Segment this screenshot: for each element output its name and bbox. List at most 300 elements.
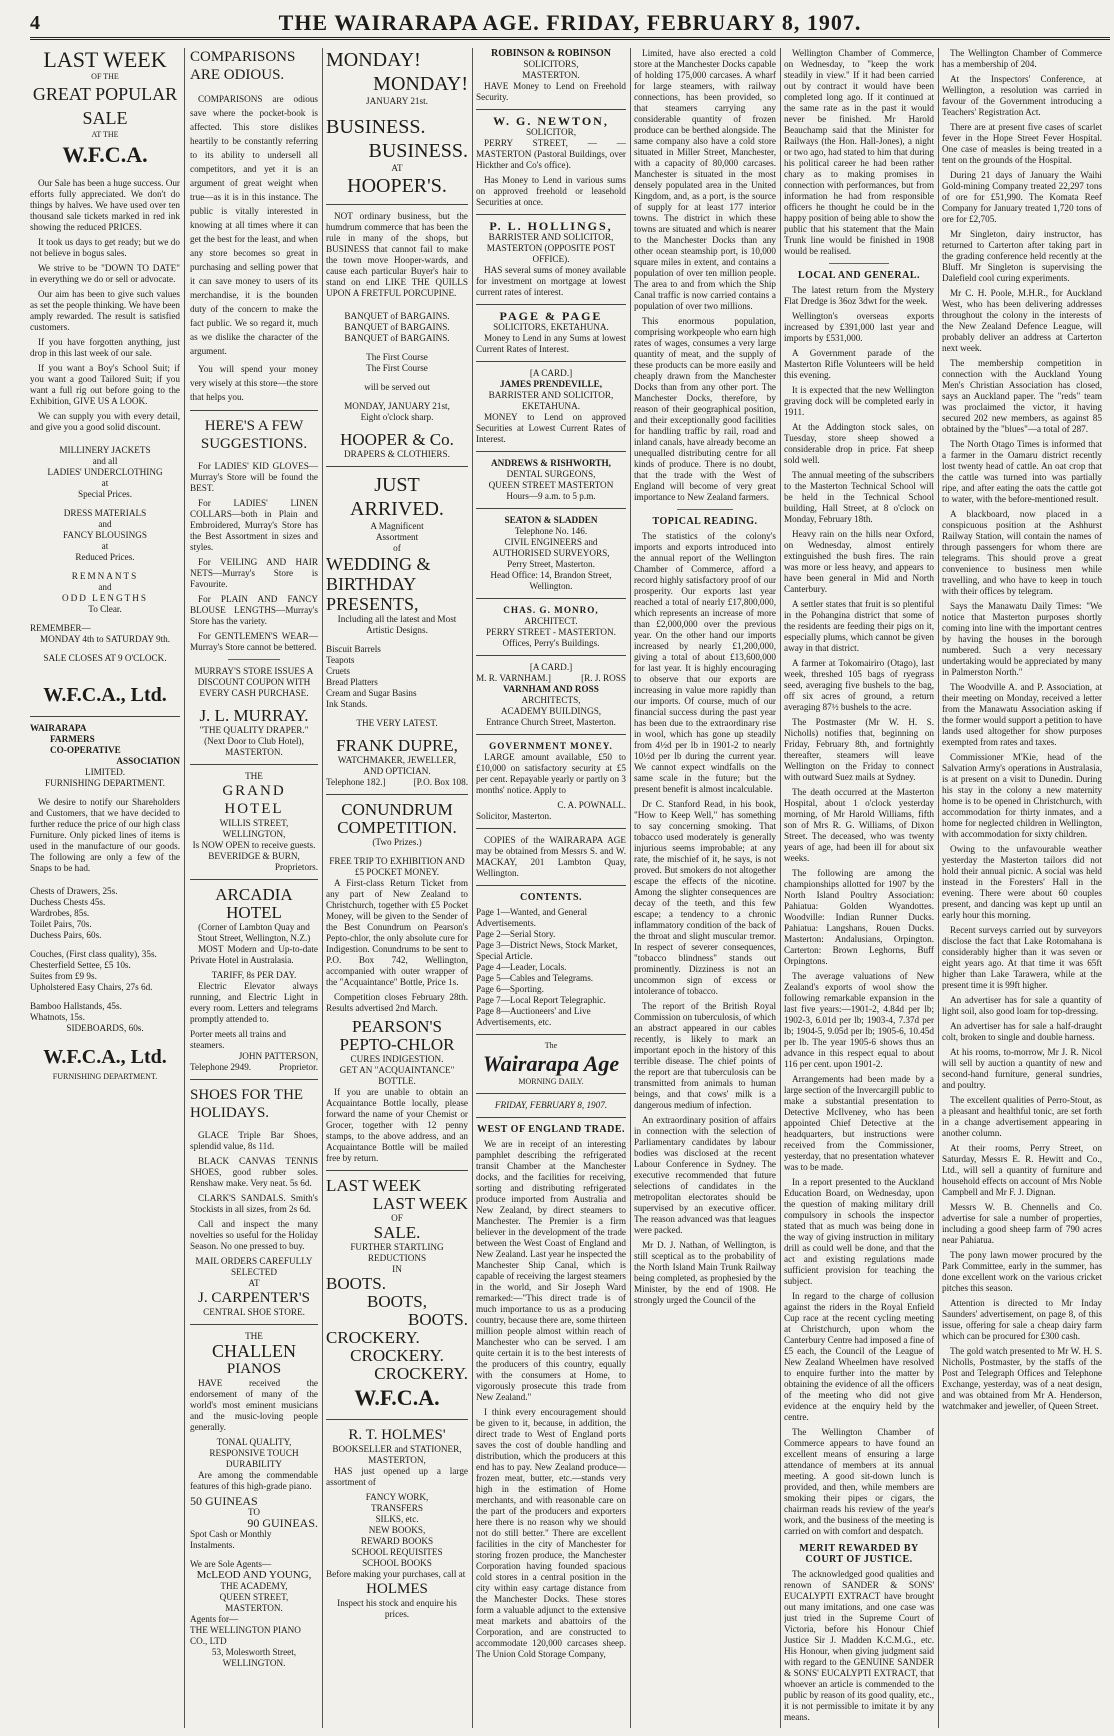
price-item: Upholstered Easy Chairs, 27s 6d. [30, 982, 153, 992]
card-heading: CHAS. G. MONRO, [503, 605, 599, 615]
ad-item: For GENTLEMEN'S WEAR—Murray's Store cannot be bettered. [190, 631, 318, 652]
card-line: SOLICITORS, EKETAHUNA. [493, 322, 609, 332]
ad-heading: LAST WEEK [372, 1194, 468, 1213]
article-paragraph: At the Addington stock sales, on Tuesday, store sheep showed a considerable drop in price. Fat sheep sold well. [784, 422, 934, 465]
ad-item: FANCY WORK, [365, 1492, 429, 1502]
contents-item: Page 3—District News, Stock Market, Special Article. [476, 940, 618, 961]
article-heading: TOPICAL READING. [652, 516, 758, 527]
ad-item: BLACK CANVAS TENNIS SHOES, good rubber soles. Renshaw make. Very neat. 5s 6d. [190, 1156, 318, 1188]
ad-brand: J. L. MURRAY. [199, 706, 309, 725]
article-paragraph: The Wellington Chamber of Commerce has a membership of 204. [942, 48, 1102, 69]
ad-line: TARIFF, 8s PER DAY. [211, 970, 297, 980]
ad-line: JANUARY 21st. [366, 96, 428, 106]
column-3 [326, 48, 468, 1728]
ad-line: Telephone 182.] [326, 777, 386, 787]
card-line: C. A. POWNALL. [557, 800, 626, 810]
ad-line: and all [92, 456, 118, 466]
ad-item: SCHOOL REQUISITES [351, 1547, 443, 1557]
ad-item: CLARK'S SANDALS. Smith's Stockists in all sizes, from 2s 6d. [190, 1193, 318, 1214]
ad-line: MILLINERY JACKETS [59, 445, 151, 455]
article-paragraph: Dr C. Stanford Read, in his book, "How to Keep Well," has something to say concerning smoking. That tobacco used moderately is generally injurious seems improbable; at any rate, the mischief of it, he says, is not proved. But smokers do not altogether escape the effects of the nicotine. Among the slighter consequences are decay of the teeth, and this few escape; a tendency to a chronic inflammatory condition of the back of the throat and slight muscular tremor. In respect of severer consequences, "tobacco blindness" stands out prominently. Dizziness is not an uncommon sign of excess or intolerance of tobacco. [634, 799, 776, 996]
ad-line: 53, Molesworth Street, [211, 1647, 297, 1657]
ad-item: Teapots [326, 655, 355, 665]
ad-paragraph: If you want a Boy's School Suit; if you want a good Tailored Suit; if you want a full rig out before going to the Exhibition, GIVE US A LOOK. [30, 363, 180, 406]
article-paragraph: The latest return from the Mystery Flat Dredge is 36oz 3dwt for the week. [784, 285, 934, 306]
ad-brand: R. T. HOLMES' [348, 1427, 446, 1443]
ad-line: of [393, 543, 401, 553]
ad-heading: SALE. [373, 1223, 421, 1242]
card-line: LARGE amount available, £50 to £10,000 on satisfactory security at £5 per cent. Repayable yearly or partly on 3 months' notice. Apply to [476, 752, 626, 795]
article-paragraph: Limited, have also erected a cold store at the Manchester Docks capable of holding 175,000 carcases. A wharf for large steamers, with railway connections, has been provided, so that steamers carrying any considerable quantity of frozen produce can be berthed alongside. The same company also have a cold store situated in Miller Street, Manchester, with a capacity of 80,000 carcases. Manchester is situated in the most densely populated area in the United Kingdom, and, as a port, is the source of supply for at least 177 interior towns. The district in which these towns are situated and which is nearer to the Manchester Docks than any other ocean steamship port, is 10,000 square miles in extent, and contains a population of over ten million people. The area to and from which the Ship Canal traffic is now carried contains a population of over two millions. [634, 48, 776, 311]
ad-line: HAS just opened up a large assortment of [326, 1466, 468, 1487]
ad-item: REWARD BOOKS [360, 1536, 434, 1546]
price-item: Wardrobes, 85s. [30, 908, 90, 918]
ad-brand: W.F.C.A. [354, 1385, 440, 1410]
ad-line: (Next Door to Club Hotel), [204, 736, 304, 746]
ad-line: BANQUET of BARGAINS. [344, 322, 450, 332]
ad-heading: CROCKERY. [326, 1328, 420, 1347]
ad-line: To Clear. [88, 604, 122, 614]
price-item: Whatnots, 15s. [30, 1012, 85, 1022]
column-rule [938, 48, 939, 1728]
card-line: Telephone No. 146. [514, 526, 588, 536]
card-heading: P. L. HOLLINGS, [489, 219, 613, 233]
column-rule [780, 48, 781, 1728]
ad-item: For LADIES' LINEN COLLARS—both in Plain and Embroidered, Murray's Store has the Best Assortment in sizes and styles. [190, 498, 318, 552]
card-heading: ANDREWS & RISHWORTH, [491, 458, 611, 468]
ad-heading: ARCADIA HOTEL [215, 885, 293, 922]
card-line: ARCHITECTS, [521, 695, 581, 705]
article-paragraph: Mr Singleton, dairy instructor, has returned to Carterton after taking part in the grading conference held recently at the Bluff. Mr Singleton is supervising the Dalefield cool curing experiments. [942, 229, 1102, 283]
column-1 [30, 48, 180, 1728]
masthead-title: THE WAIRARAPA AGE. FRIDAY, FEBRUARY 8, 1907. [278, 10, 862, 35]
ad-heading: CROCKERY. [374, 1364, 468, 1383]
column-rule [184, 48, 185, 1728]
ad-line: IN [392, 1264, 402, 1274]
ad-line: Spot Cash or Monthly Instalments. [190, 1529, 272, 1550]
ad-line: WILLIS STREET, WELLINGTON, [219, 818, 289, 839]
issue-date: FRIDAY, FEBRUARY 8, 1907. [494, 1100, 608, 1110]
article-paragraph: This enormous population, comprising workpeople who earn high rates of wages, consumes a very large quantity of meat, and the supply of these products can be more easily and cheaply drawn from the Manchester Docks than from any other port. The Manchester Docks, therefore, by reason of their geographical position, and their exceptionally good facilities for handling traffic by rail, road and inland canals, have already become an unequalled distributing centre for all kinds of produce. There is no doubt, that the trade with the West of England will become of very great importance to New Zealand farmers. [634, 316, 776, 502]
ad-line: 90 GUINEAS. [247, 1516, 318, 1530]
column-rule [322, 48, 323, 1728]
contents-item: Page 6—Sporting. [476, 984, 544, 994]
ad-line: AT [391, 163, 403, 173]
ad-paragraph: Our aim has been to give such values as set the people thinking. We have been amply rewarded. The result is satisfied customers. [30, 289, 180, 332]
article-paragraph: The excellent qualities of Perro-Stout, as a pleasant and healthful tonic, are set forth in a change advertisement appearing in another column. [942, 1095, 1102, 1138]
ad-paragraph: We desire to notify our Shareholders and Customers, that we have decided to further reduce the price of our high class Furniture. Only picked lines of items is used in the manufacture of our goods. The following are only a few of the Snaps to be had. [30, 797, 180, 873]
ad-line: Eight o'clock sharp. [360, 412, 434, 422]
article-paragraph: The average valuations of New Zealand's exports of wool show the following remarkable expansion in the last five years:—1901-2, 4.84d per lb; 1902-3, 6.01d per lb; 1903-4, 7.37d per lb; 1904-5, 9.05d per lb; 1905-6, 10.45d per lb. The year 1905-6 shows thus an advance in this respect equal to about 116 per cent. upon 1901-2. [784, 971, 934, 1069]
ad-line: CENTRAL SHOE STORE. [203, 1307, 305, 1317]
ad-line: MONDAY 4th to SATURDAY 9th. [39, 634, 171, 644]
ad-line: AT [248, 1278, 260, 1288]
card-line: MASTERTON (OPPOSITE POST OFFICE). [486, 243, 616, 264]
article-paragraph: The annual meeting of the subscribers to the Masterton Technical School will be held in the Technical School building, Hall Street, at 8 o'clock on Monday, February 18th. [784, 470, 934, 524]
ad-line: MASTERTON. [225, 747, 283, 757]
column-rule [472, 48, 473, 1728]
ad-line: QUEEN STREET, MASTERTON. [219, 1592, 289, 1613]
contents-heading: CONTENTS. [519, 892, 582, 903]
ad-line: TO [247, 1507, 261, 1517]
article-paragraph: Wellington's overseas exports increased by £391,000 last year and imports by £531,000. [784, 311, 934, 343]
ad-line: OF [391, 1213, 403, 1223]
ad-heading: COMPARISONS ARE ODIOUS. [190, 49, 296, 83]
column-7 [942, 48, 1102, 1728]
ad-item: SILKS, etc. [375, 1514, 419, 1524]
assoc-line: ASSOCIATION [116, 756, 180, 766]
ad-line: GET AN "ACQUAINTANCE" BOTTLE. [339, 1065, 455, 1086]
assoc-line: LIMITED. [84, 767, 126, 777]
ad-item: NEW BOOKS, [368, 1525, 426, 1535]
article-paragraph: During 21 days of January the Waihi Gold-mining Company treated 22,297 tons of ore for £51,990. The Komata Reef Company for January treated 1,720 tons of ore for £2,705. [942, 170, 1102, 224]
ad-line: FANCY BLOUSINGS [63, 530, 147, 540]
card-line: QUEEN STREET MASTERTON [488, 480, 614, 490]
column-5 [634, 48, 776, 1728]
article-paragraph: We are in receipt of an interesting pamphlet describing the refrigerated transit Chamber at the Manchester docks, and the facilities for receiving, sorting and distributing refrigerated produce imported from Australia and New Zealand, by direct steamers to Manchester. The Premier is a firm believer in the development of the trade between the West Coast of England and New Zealand. Last year he inspected the Manchester Ship Canal, which is capable of receiving the largest steamers in the world, and Sir Joseph Ward remarked:—"This direct trade is of much importance to us as a producing country, because there are, some thirteen million people almost within reach of Manchester who can be served. I am quite certain it is to the best interests of the producers of this country, equally with the consumers at Home, to vigorously prosecute this trade from New Zealand." [476, 1139, 626, 1402]
column-rule [630, 48, 631, 1728]
card-line: BARRISTER AND SOLICITOR, [488, 390, 614, 400]
article-paragraph: The pony lawn mower procured by the Park Committee, early in the summer, has done excellent work on the various cricket pitches this season. [942, 1250, 1102, 1293]
article-paragraph: The North Otago Times is informed that a farmer in the Oamaru district recently lost twenty head of cattle. An oat crop that the cattle was turned into was partially ripe, and after eating the oats the cattle got to water, with the before-mentioned result. [942, 439, 1102, 504]
ad-heading: PIANOS [226, 1361, 282, 1377]
card-line: MONEY to Lend on approved Securities at Lowest Current Rates of Interest. [476, 412, 626, 444]
article-paragraph: At their rooms, Perry Street, on Saturday, Messrs E. R. Hewitt and Co., Ltd., will sell a quantity of furniture and household effects on account of Mrs Noble Campbell and Mr F. J. Dignan. [942, 1143, 1102, 1197]
ad-line: LADIES' UNDERCLOTHING [47, 467, 163, 477]
article-paragraph: Recent surveys carried out by surveyors disclose the fact that Lake Rotomahana is considerably higher than it was seven or eight years ago. At that time it was 65ft higher than Lake Tarawera, while at the present time it is 99ft higher. [942, 925, 1102, 990]
masthead [30, 10, 1110, 40]
card-heading: ROBINSON & ROBINSON [490, 48, 612, 59]
card-line: [A CARD.] [529, 368, 573, 378]
ad-line: Proprietor. [278, 1062, 318, 1072]
column-2 [190, 48, 318, 1728]
ad-paragraph: If you are unable to obtain an Acquaintance Bottle locally, please forward the name of your Chemist or Grocer, together with 12 penny stamps, to the above address, and an Acquaintance Bottle will be mailed free by return. [326, 1087, 468, 1163]
ad-line: Including all the latest and Most Artistic Designs. [337, 614, 457, 635]
ad-line: Agents for— [190, 1614, 239, 1624]
ad-line: MASTERTON, [368, 1455, 426, 1465]
price-item: Toilet Pairs, 70s. [30, 919, 92, 929]
contents-item: Page 2—Serial Story. [476, 929, 556, 939]
card-line: M. R. VARNHAM.] [476, 673, 551, 683]
article-paragraph: The Woodville A. and P. Association, at their meeting on Monday, received a letter from the Manawatu Association asking if the former would support a petition to have lands used altogether for show purposes exempted from rates and taxes. [942, 682, 1102, 747]
newspaper-flag: Wairarapa Age [482, 1051, 620, 1076]
ad-line: ODD LENGTHS [61, 593, 149, 603]
ad-heading: BOOTS, [367, 1292, 427, 1311]
ad-line: AND OPTICIAN. [363, 766, 431, 776]
card-heading: JAMES PRENDEVILLE, [499, 379, 603, 389]
ad-line: Proprietors. [274, 862, 318, 872]
ad-line: FURTHER STARTLING REDUCTIONS [350, 1242, 444, 1263]
card-heading: VARNHAM AND ROSS [503, 684, 599, 694]
card-line: Head Office: 14, Brandon Street, Wellington. [490, 570, 612, 591]
price-item: Duchess Pairs, 60s. [30, 930, 102, 940]
ad-heading: CONUNDRUM [341, 800, 453, 819]
ad-paragraph: HAVE received the endorsement of many of the world's most eminent musicians and the music-loving people generally. [190, 1378, 318, 1432]
article-paragraph: The death occurred at the Masterton Hospital, about 1 o'clock yesterday morning, of Mr Harold Williams, fifth son of Mrs R. G. Williams, of Dixon Street. The deceased, who was twenty years of age, had been ill for about six weeks. [784, 787, 934, 863]
column-6 [784, 48, 934, 1728]
ad-item: Ink Stands. [326, 699, 368, 709]
ad-paragraph: Our Sale has been a huge success. Our efforts fully appreciated. We don't do things by halves. We have used over ten thousand sale tickets marked in red ink showing the reduced PRICES. [30, 178, 180, 232]
article-heading: MERIT REWARDED BY COURT OF JUSTICE. [799, 1543, 919, 1565]
article-paragraph: There are at present five cases of scarlet fever in the Hope Street Fever Hospital. One case of measles is being treated in a tent on the grounds of the Hospital. [942, 122, 1102, 165]
price-item: Duchess Chests 45s. [30, 897, 106, 907]
contents-item: Page 1—Wanted, and General Advertisements. [476, 907, 587, 928]
ad-brand: J. CARPENTER'S [198, 1290, 310, 1306]
article-paragraph: I think every encouragement should be given to it, because, in addition, the direct trade to West of England ports saves the cost of double handling and distribution, which the producers at this end has to pay. New Zealand produce—frozen meat, butter, etc.—stands very high in the estimation of Home merchants, and with reasonable care on the part of the producers and exporters here there is no reason why we should not do still better." There are excellent facilities in the city of Manchester for storing frozen produce, the Manchester Corporation having founded spacious cold stores in a central position in the city within easy cartage distance from the Manchester Docks. These stores form a valuable adjunct to the extensive meat markets and abattoirs of the Corporation, and are constructed to accommodate 120,000 carcases sheep. The Union Cold Storage Company, [476, 1407, 626, 1659]
ad-heading: LAST WEEK [326, 1176, 422, 1195]
ad-heading: BUSINESS. [368, 140, 468, 162]
card-line: SOLICITORS, [523, 59, 579, 69]
article-paragraph: An extraordinary position of affairs in connection with the selection of Parliamentary candidates by labour bodies was disclosed at the recent Labour Conference in Sydney. The executive recommended that future selections of candidates in the metropolitan electorates should be supervised by an executive officer. The reason advanced was that leagues were packed. [634, 1115, 776, 1235]
ad-heading: WEDDING & BIRTHDAY PRESENTS, [326, 554, 431, 614]
card-line: DENTAL SURGEONS, [506, 469, 596, 479]
ad-line: WATCHMAKER, JEWELLER, [337, 755, 457, 765]
ad-line: THE [245, 771, 263, 781]
ad-paragraph: We strive to be "DOWN TO DATE" in everything we do or sell or advocate. [30, 263, 180, 284]
ad-line: SALE CLOSES AT 9 O'CLOCK. [43, 653, 167, 663]
ad-line: DRAPERS & CLOTHIERS. [344, 449, 450, 459]
ad-line: TONAL QUALITY, [216, 1437, 292, 1447]
ad-line: REMEMBER— [30, 623, 91, 633]
ad-line: "THE QUALITY DRAPER." [199, 725, 309, 735]
card-heading: W. G. NEWTON, [493, 114, 609, 128]
ad-line: Inspect his stock and enquire his prices. [337, 1598, 457, 1619]
ad-heading: BUSINESS. [326, 116, 426, 138]
price-item: Chesterfield Settee, £5 10s. [30, 960, 131, 970]
ad-heading: SHOES FOR THE HOLIDAYS. [190, 1087, 304, 1121]
ad-line: 50 GUINEAS [190, 1494, 258, 1508]
page-number: 4 [30, 12, 40, 34]
ad-item: Cruets [326, 666, 350, 676]
card-line: ARCHITECT. [524, 616, 578, 626]
ad-line: THE WELLINGTON PIANO CO., LTD [190, 1625, 301, 1646]
ad-line: at [101, 541, 109, 551]
ad-item: TRANSFERS [370, 1503, 424, 1513]
ad-heading: HOOPER'S. [347, 175, 447, 197]
card-line: ACADEMY BUILDINGS, [500, 706, 602, 716]
article-paragraph: The gold watch presented to Mr W. H. S. Nicholls, Postmaster, by the staffs of the Post and Telegraph Offices and Telephone Exchange, yesterday, was of a neat design, and was obtained from Mr A. Henderson, watchmaker and jeweller, of Queen Street. [942, 1346, 1102, 1411]
ad-line: Is NOW OPEN to receive guests. [192, 840, 316, 850]
article-heading: LOCAL AND GENERAL. [797, 270, 921, 281]
card-line: PERRY STREET - MASTERTON. [486, 627, 616, 637]
ad-line: CURES INDIGESTION. [350, 1054, 444, 1064]
ad-line: Electric Elevator always running, and Electric Light in every room. Letters and telegrams promptly attended to. [190, 981, 318, 1024]
article-paragraph: Says the Manawatu Daily Times: "We notice that Masterton purposes shortly coming into line with the important centres by having the houses in the borough numbered. Such a very necessary undertaking would be appreciated by many in Palmerston North." [942, 601, 1102, 677]
card-heading: SEATON & SLADDEN [504, 515, 598, 525]
ad-paragraph: It took us days to get ready; but we do not believe in bogus sales. [30, 237, 180, 258]
assoc-line: FARMERS [50, 734, 95, 744]
ad-line: Telephone 2949. [190, 1062, 252, 1072]
ad-paragraph: We can supply you with every detail, and give you a good solid discount. [30, 411, 180, 432]
ad-line: We are Sole Agents— [190, 1559, 272, 1569]
ad-brand: W.F.C.A., Ltd. [43, 684, 167, 706]
ad-line: THE VERY LATEST. [356, 718, 438, 728]
ad-item: MURRAY'S STORE ISSUES A DISCOUNT COUPON WITH EVERY CASH PURCHASE. [194, 666, 314, 698]
card-line: CIVIL ENGINEERS and AUTHORISED SURVEYORS, [492, 537, 610, 558]
card-line: Offices, Perry's Buildings. [502, 638, 600, 648]
price-item: SIDEBOARDS, 60s. [66, 1023, 144, 1033]
ad-item: SCHOOL BOOKS [362, 1558, 432, 1568]
ad-line: REMNANTS [71, 571, 139, 581]
ad-line: DRESS MATERIALS [63, 508, 147, 518]
ad-line: DURABILITY [225, 1459, 283, 1469]
card-line: [R. J. ROSS [581, 673, 626, 683]
article-paragraph: In regard to the charge of collusion against the riders in the Royal Enfield Cup race at the recent cycling meeting at Christchurch, upon whom the Canterbury Centre had imposed a fine of £5 each, the Council of the League of New Zealand Wheelmen have resolved to enquire further into the matter by obtaining the evidence of all the officers of the meeting who did not give evidence at the enquiry held by the centre. [784, 1291, 934, 1422]
ad-paragraph: A First-class Return Ticket from any part of New Zealand to Christchurch, together with £5 Pocket Money, will be given to the Sender of the Best Conundrum on Pearson's Pepto-chlor, the only absolute cure for Indigestion. Conundrums to be sent to P.O. Box 742, Wellington, accompanied with outer wrapper of the "Acquaintance" Bottle, Price 1s. [326, 878, 468, 987]
article-paragraph: The Wellington Chamber of Commerce appears to have found an excellent means of ensuring a large attendance of members at its annual meeting. A good sit-down lunch is provided, and then, while members are smoking their pipes or cigars, the chairman reads his review of the year's work, and the business of the meeting is carried on with comfort and despatch. [784, 1427, 934, 1536]
contents-item: Page 8—Auctioneers' and Live Advertisements, etc. [476, 1006, 591, 1027]
ad-brand: PEARSON'S [352, 1017, 442, 1036]
ad-line: Assortment [375, 532, 419, 542]
ad-heading: BOOTS. [408, 1310, 468, 1329]
contents-item: Page 7—Local Report Telegraphic. [476, 995, 606, 1005]
ad-paragraph: NOT ordinary business, but the humdrum commerce that has been the rule in many of the shops, but BUSINESS that cannot fail to make the town move Hooper-wards, and cause each particular Buyer's hair to stand on end LIKE THE QUILLS UPON A FRETFUL PORCUPINE. [326, 211, 468, 298]
card-line: Entrance Church Street, Masterton. [486, 717, 616, 727]
card-line: Solicitor, Masterton. [476, 811, 552, 821]
ad-line: BEVERIDGE & BURN, [208, 851, 300, 861]
price-item: Bamboo Hallstands, 45s. [30, 1001, 122, 1011]
ad-title: GREAT POPULAR [32, 84, 178, 104]
ad-line: [P.O. Box 108. [413, 777, 468, 787]
article-paragraph: A blackboard, now placed in a conspicuous position at the Ashhurst Railway Station, will contain the names of through passengers for whom there are telegrams. This should prove a great convenience to business men while travelling, and who have to keep in touch with their offices by telegram. [942, 509, 1102, 596]
ad-line: THE [245, 1331, 263, 1341]
article-paragraph: The Postmaster (Mr W. H. S. Nicholls) notifies that, beginning on Friday, February 8th, and fortnightly thereafter, steamers will leave Wellington on the Friday to connect with outward Suez mails at Sydney. [784, 717, 934, 782]
assoc-line: WAIRARAPA [30, 723, 87, 733]
ad-line: FREE TRIP TO EXHIBITION AND £5 POCKET MONEY. [329, 856, 465, 877]
ad-heading: BOOTS. [326, 1274, 386, 1293]
card-line: HAVE Money to Lend on Freehold Security. [476, 81, 626, 102]
article-paragraph: Wellington Chamber of Commerce, on Wednesday, to "keep the work steadily in view." If it had been carried out by contract it would have been completed long ago. If it continued at the same rate as in the past it would never be finished. Mr Harold Beauchamp said that the Minister for Railways (the Hon. Hall-Jones), a night or two ago, had stated to him that during his political career he had been rather chary as to making promises in connection with performances, but from information he had from responsible officers he thought he could be in the happy position of being able to show the public that his statement that the Main Trunk line would be finished in 1908 would be realised. [784, 48, 934, 256]
article-paragraph: The following are among the championships allotted for 1907 by the North Island Poultry Association: Pahiatua: Golden Wyandottes. Woodville: Indian Runner Ducks. Pahiatua: Langshans, Rouen Ducks. Masterton: Andalusians, Orpington. Carterton: Brown Leghorns, Buff Orpingtons. [784, 868, 934, 966]
ad-line: BANQUET of BARGAINS. [344, 333, 450, 343]
ad-paragraph: You will spend your money very wisely at this store—the store that helps you. [190, 364, 318, 402]
ad-line: MONDAY, JANUARY 21st, [344, 401, 450, 411]
article-paragraph: Arrangements had been made by a large section of the Invercargill public to make a substantial presentation to Detective McIlveney, who has been appointed Chief Detective at the headquarters, but instructions were received from the Commissioner, yesterday, that no presentation whatever was to be made. [784, 1074, 934, 1172]
article-paragraph: A Government parade of the Masterton Rifle Volunteers will be held this evening. [784, 348, 934, 380]
ad-heading: HERE'S A FEW SUGGESTIONS. [200, 418, 308, 452]
card-line: SOLICITOR, [525, 127, 577, 137]
article-paragraph: In a report presented to the Auckland Education Board, on Wednesday, upon the question of making military drill compulsory in schools the inspector stated that as much was being done in the way of giving instruction in military drill as could well be done, and that the act and existing regulations made sufficient provision for teaching the subject. [784, 1177, 934, 1286]
card-line: PERRY STREET, — — MASTERTON (Pastoral Buildings, over Hickther and Co's office). [476, 138, 626, 170]
article-paragraph: Heavy rain on the hills near Oxford, on Wednesday, almost entirely extinguished the bush fires. The rain was more or less heavy, and appears to have been general in Mid and North Canterbury. [784, 529, 934, 594]
card-line: [A CARD.] [529, 662, 573, 672]
ad-line: at [101, 478, 109, 488]
ad-line: Reduced Prices. [75, 552, 135, 562]
ad-line: BOOKSELLER and STATIONER, [332, 1444, 462, 1454]
card-heading: PAGE & PAGE [499, 309, 603, 323]
article-paragraph: Mr C. H. Poole, M.H.R., for Auckland West, who has been delivering addresses throughout the colony in the interests of the New Zealand Defence League, will probably deliver an address at Carterton next week. [942, 288, 1102, 353]
ad-line: MOST Modern and Up-to-date Private Hotel in Australasia. [190, 944, 318, 965]
ad-line: The First Course [366, 352, 428, 362]
ad-line: Are among the commendable features of this high-grade piano. [190, 1470, 318, 1491]
article-paragraph: Owing to the unfavourable weather yesterday the Masterton tailors did not hold their annual picnic. A social was held instead in the Foresters' Hall in the evening. There were about 60 couples present, and dancing was kept up until an early hour this morning. [942, 844, 1102, 920]
card-line: BARRISTER AND SOLICITOR, [488, 232, 614, 242]
card-line: Money to Lend in any Sums at lowest Current Rates of Interest. [476, 333, 626, 354]
ad-item: Cream and Sugar Basins [326, 688, 417, 698]
article-paragraph: Commissioner M'Kie, head of the Salvation Army's operations in Australasia, is at present on a visit to Dunedin. During his stay in the colony a new maternity home is to be opened in Christchurch, with accommodation for thirty inmates, and a home for neglected children in Wellington, with accommodation for sixty children. [942, 752, 1102, 839]
ad-heading: COMPETITION. [337, 818, 457, 837]
ad-brand: HOOPER & Co. [340, 430, 454, 449]
article-heading: WEST OF ENGLAND TRADE. [476, 1124, 626, 1135]
article-paragraph: Attention is directed to Mr Inday Saunders' advertisement, on page 8, of this issue, offering for sale a cheap dairy farm which can be procured for £300 cash. [942, 1298, 1102, 1341]
contents-item: Page 5—Cables and Telegrams. [476, 973, 594, 983]
ad-brand: W.F.C.A., Ltd. [43, 1046, 167, 1068]
ad-line: RESPONSIVE TOUCH [209, 1448, 299, 1458]
ad-title: SALE [82, 108, 128, 128]
article-paragraph: A farmer at Tokomairiro (Otago), last week, threshed 105 bags of ryegrass seed, averaging five bushels to the bag, off six acres of ground, a return averaging 87½ bushels to the acre. [784, 658, 934, 712]
ad-brand: W.F.C.A. [62, 142, 148, 167]
ad-item: For VEILING AND HAIR NETS—Murray's Store is Favourite. [190, 557, 318, 589]
article-paragraph: It is expected that the new Wellington graving dock will be completed early in 1911. [784, 385, 934, 417]
article-paragraph: At the Inspectors' Conference, at Wellington, a resolution was carried in favour of the Government introducing a Teachers' Registration Act. [942, 74, 1102, 117]
ad-line: JOHN PATTERSON, [238, 1051, 318, 1061]
ad-line: BANQUET of BARGAINS. [344, 311, 450, 321]
card-line: COPIES of the WAIRARAPA AGE may be obtained from Messrs S. and W. MACKAY, 201 Lambton Quay, Wellington. [476, 835, 626, 878]
ad-line: WELLINGTON. [222, 1658, 286, 1668]
contents-item: Page 4—Leader, Locals. [476, 962, 567, 972]
ad-line: (Two Prizes.) [372, 837, 422, 847]
article-paragraph: The report of the British Royal Commission on tuberculosis, of which an abstract appeared in our cables recently, is likely to mark an important epoch in the history of this terrible disease. The chief points of the report are that tuberculosis can be transmitted from animals to human beings, and that cows' milk is a dangerous medium of infection. [634, 1001, 776, 1110]
ad-title: LAST WEEK [43, 48, 167, 72]
article-paragraph: An advertiser has for sale a quantity of light soil, also good loam for top-dressing. [942, 995, 1102, 1016]
ad-line: MAIL ORDERS CAREFULLY SELECTED [195, 1256, 313, 1277]
article-paragraph: The statistics of the colony's imports and exports introduced into the annual report of the Wellington Chamber of Commerce, afford a record highly satisfactory proof of our prosperity. Our exports last year reached a total of nearly £17,800,000, which represents an increase of more than £2,000,000 over the previous year. On the other hand our imports increased by nearly £1,200,000, giving a total of about £13,600,000 for last year. It is highly encouraging to observe that our exports are increasing in value more rapidly than our imports. Of course, much of our financial success during the past year has been due to the extraordinary rise in wool, which has gone up steadily from 4½d per lb in 1901-2 to nearly 10½d per lb during the current year. We cannot expect windfalls on the same scale in the future; but the present benefit is almost incalculable. [634, 531, 776, 794]
price-item: Chests of Drawers, 25s. [30, 886, 118, 896]
ad-paragraph: If you have forgotten anything, just drop in this last week of our sale. [30, 337, 180, 358]
assoc-line: CO-OPERATIVE [50, 745, 121, 755]
assoc-line: FURNISHING DEPARTMENT. [45, 778, 165, 788]
card-line: Perry Street, Masterton. [507, 559, 595, 569]
ad-line: McLEOD AND YOUNG, [196, 1569, 312, 1581]
ad-subtitle: AT THE [91, 130, 119, 139]
ad-item: For LADIES' KID GLOVES—Murray's Store will be found the BEST. [190, 461, 318, 493]
card-line: Has Money to Lend in various sums on approved freehold or leasehold Securities at once. [476, 175, 626, 207]
ad-item: Call and inspect the many novelties so useful for the Holiday Season. No one pressed to buy. [190, 1219, 318, 1251]
article-paragraph: A settler states that fruit is so plentiful in the Pohangina district that some of the residents are feeding their pigs on it, especially plums, which cannot be given away in that district. [784, 599, 934, 653]
ad-line: and [98, 582, 112, 592]
ad-line: Competition closes February 28th. Results advertised 2nd March. [326, 992, 468, 1013]
article-paragraph: Mr D. J. Nathan, of Wellington, is still sceptical as to the probability of the North Island Main Trunk Railway being completed, as prophesied by the Minister, by the end of 1908. He strongly urged the Council of the [634, 1240, 776, 1305]
card-heading: GOVERNMENT MONEY. [489, 741, 613, 751]
ad-footer: FURNISHING DEPARTMENT. [52, 1072, 158, 1081]
ad-line: Before making your purchases, call at [326, 1569, 466, 1579]
ad-line: THE ACADEMY, [220, 1581, 288, 1591]
article-paragraph: Messrs W. B. Chennells and Co. advertise for sale a number of properties, including a good sheep farm of 790 acres near Pahiatua. [942, 1202, 1102, 1245]
ad-item: Biscuit Barrels [326, 644, 381, 654]
ad-line: Porter meets all trains and steamers. [190, 1029, 286, 1050]
ad-line: A Magnificent [370, 521, 424, 531]
ad-item: GLACE Triple Bar Shoes, splendid value, 8s 11d. [190, 1130, 318, 1151]
article-paragraph: At his rooms, to-morrow, Mr J. R. Nicol will sell by auction a quantity of new and second-hand furniture, general sundries, and poultry. [942, 1047, 1102, 1090]
price-item: Couches, (First class quality), 35s. [30, 949, 157, 959]
card-line: HAS several sums of money available for investment on mortgage at lowest current rates of interest. [476, 265, 626, 297]
ad-item: Bread Platters [326, 677, 378, 687]
ad-line: The First Course [366, 363, 428, 373]
ad-subtitle: OF THE [91, 72, 119, 81]
ad-item: For PLAIN AND FANCY BLOUSE LENGTHS—Murray's Store has the variety. [190, 594, 318, 626]
ad-line: will be served out [364, 382, 430, 392]
price-item: Suites from £9 9s. [30, 971, 97, 981]
ad-heading: GRAND HOTEL [222, 783, 286, 817]
column-4 [476, 48, 626, 1728]
ad-brand: HOLMES [366, 1581, 428, 1597]
ad-paragraph: COMPARISONS are odious save where the pocket-book is affected. This store dislikes heartily to be constantly referring to its ability to undersell all competitors, and yet it is an argument of great weight when true—as it is in this instance. The public is vitally interested in knowing at all times where it can get the best for the least, and when any store becomes so great in purchasing and selling power that it can save money to users of its merchandise, it is the bounden duty of the concern to make the fact public. We so regard it, much as we dislike the character of the argument. [190, 94, 318, 356]
card-line: MASTERTON. [522, 70, 580, 80]
ad-heading: MONDAY! [373, 73, 468, 95]
card-line: Hours—9 a.m. to 5 p.m. [506, 491, 596, 501]
ad-heading: MONDAY! [326, 49, 421, 71]
card-line: EKETAHUNA. [521, 401, 581, 411]
